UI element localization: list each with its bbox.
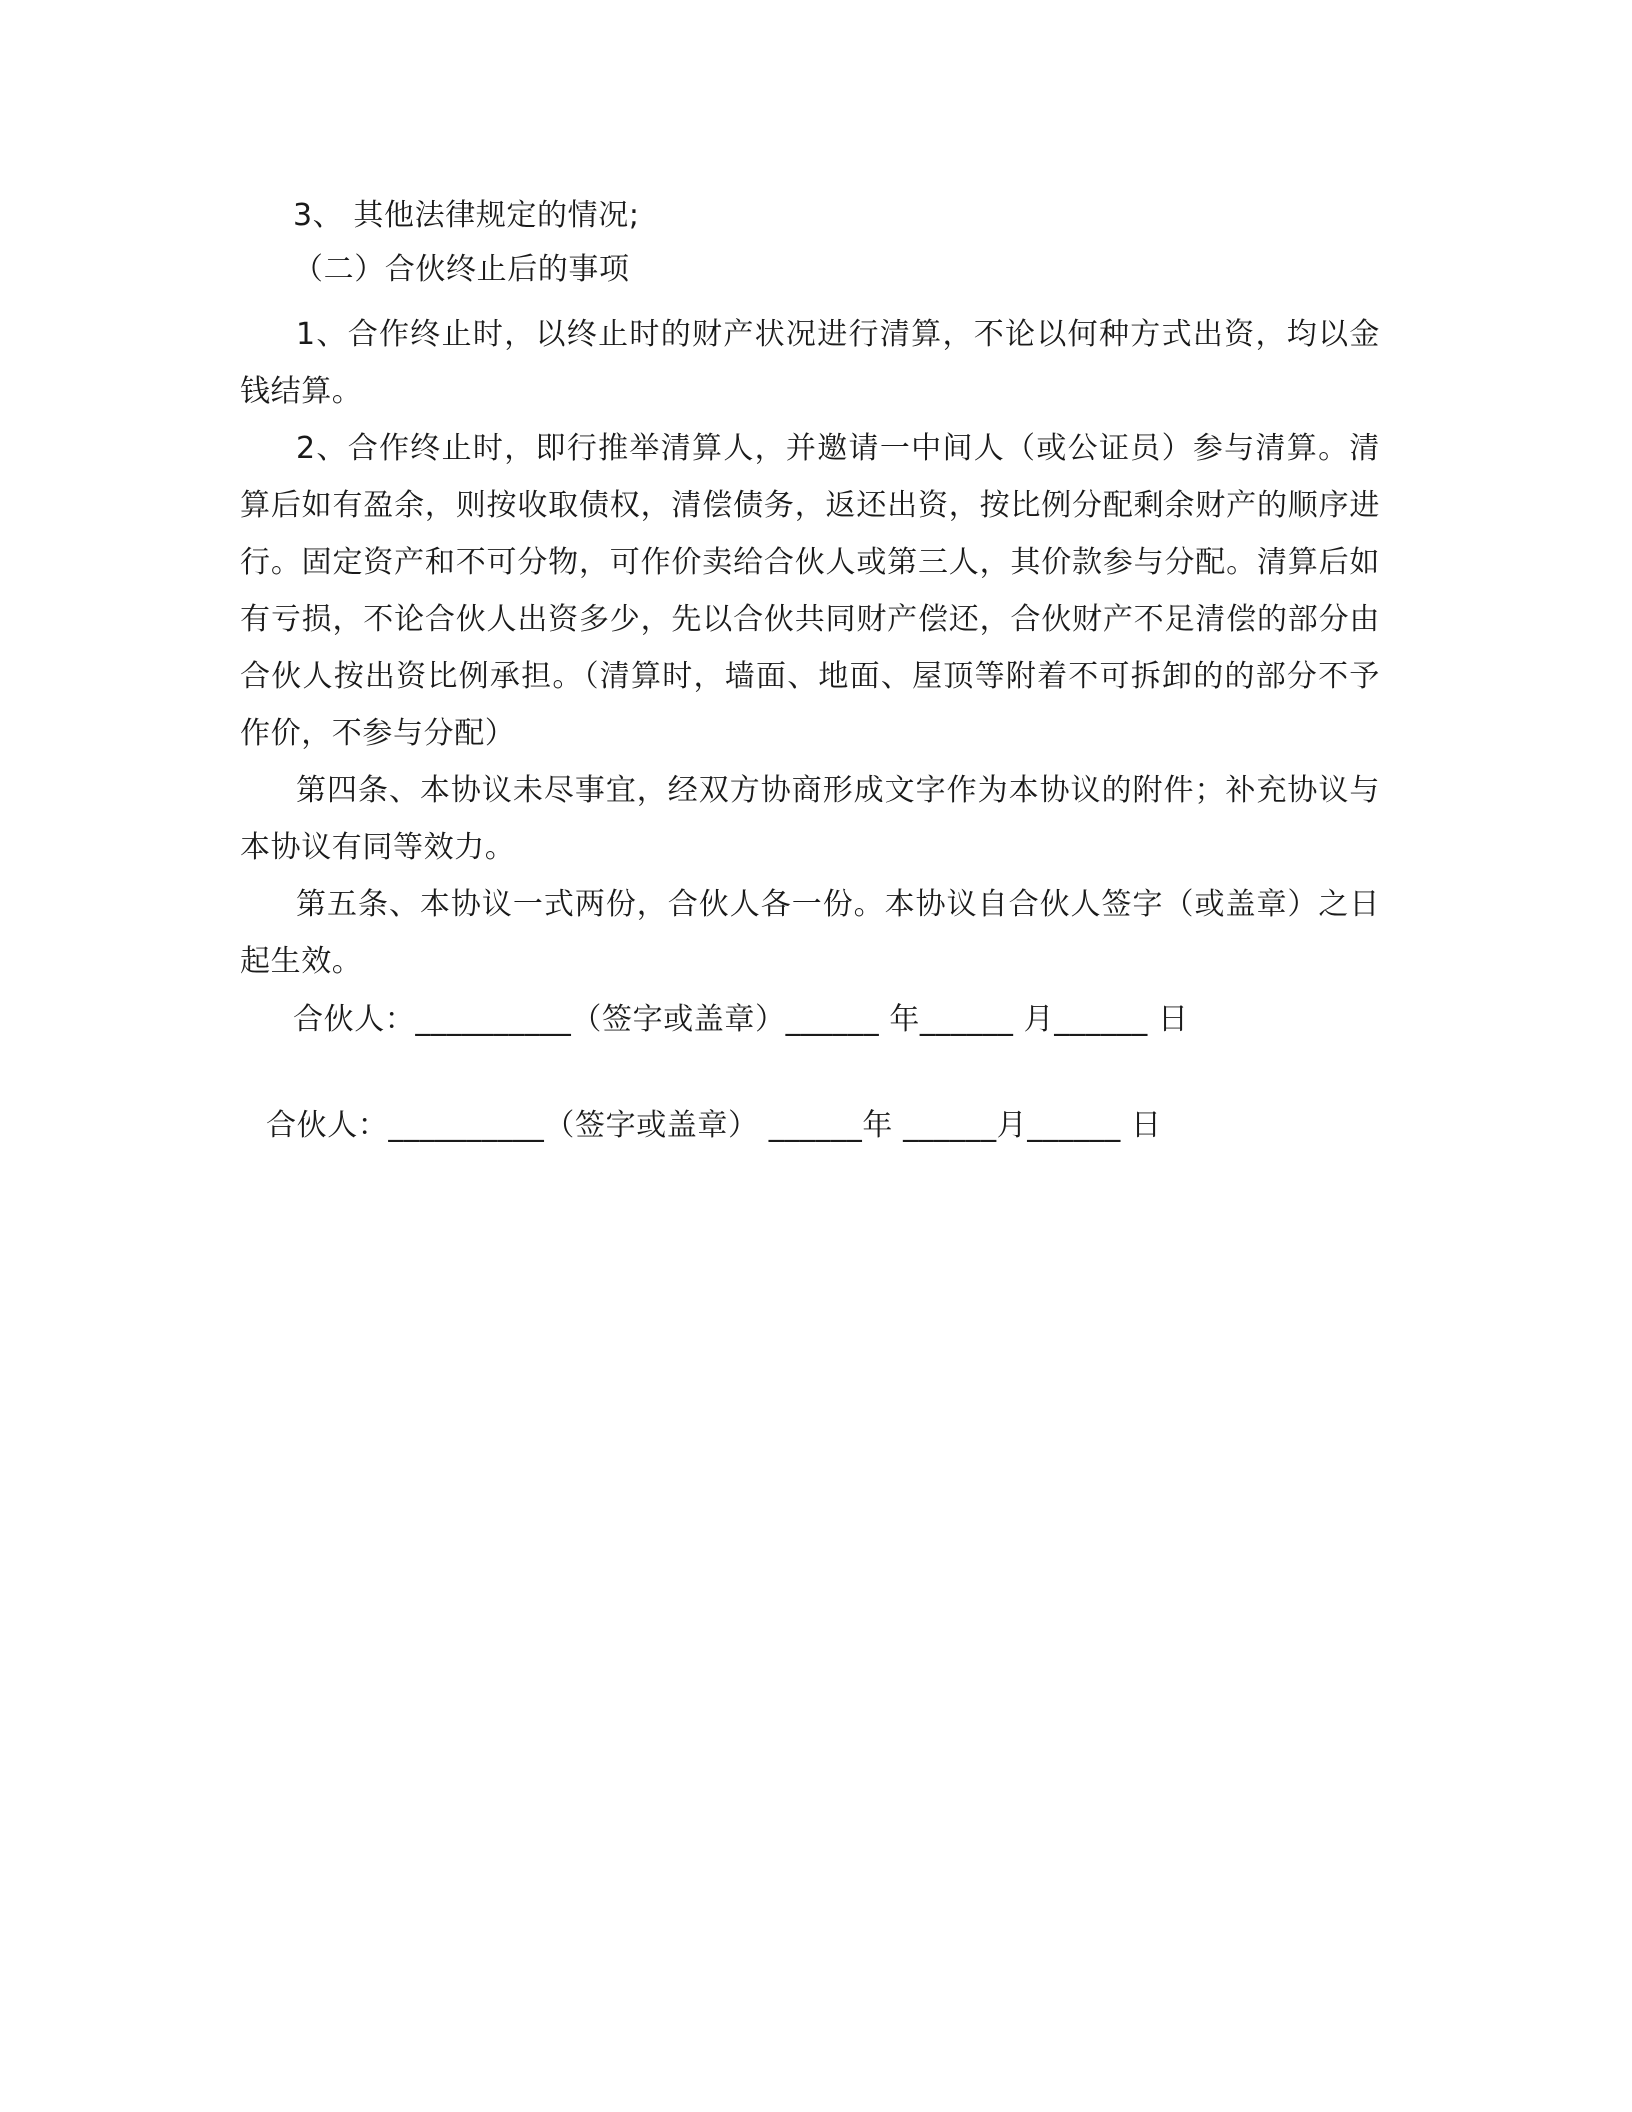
article-4-paragraph: 第四条、本协议未尽事宜，经双方协商形成文字作为本协议的附件；补充协议与本协议有同等效力。 xyxy=(240,773,1380,865)
section-heading: （二）合伙终止后的事项 xyxy=(293,252,630,287)
signature-line-2: 合伙人：__________（签字或盖章） ______年 ______月______ 日 xyxy=(266,1108,1162,1143)
article-5-paragraph: 第五条、本协议一式两份，合伙人各一份。本协议自合伙人签字（或盖章）之日起生效。 xyxy=(240,887,1380,979)
clause-2-paragraph: 2、合作终止时，即行推举清算人，并邀请一中间人（或公证员）参与清算。清算后如有盈余，则按收取债权，清偿债务，返还出资，按比例分配剩余财产的顺序进行。固定资产和不可分物，可作价卖给合伙人或第三人，其价款参与分配。清算后如有亏损，不论合伙人出资多少，先以合伙共同财产偿还，合伙财产不足清偿的部分由合伙人按出资比例承担。（清算时，墙面、地面、屋顶等附着不可拆卸的的部分不予作价，不参与分配） xyxy=(240,431,1380,751)
list-item-3: 3、 其他法律规定的情况; xyxy=(293,198,640,233)
signature-line-1: 合伙人：__________（签字或盖章）______ 年______ 月______ 日 xyxy=(293,1002,1189,1037)
clause-1-paragraph: 1、合作终止时，以终止时的财产状况进行清算，不论以何种方式出资，均以金钱结算。 xyxy=(240,317,1380,409)
